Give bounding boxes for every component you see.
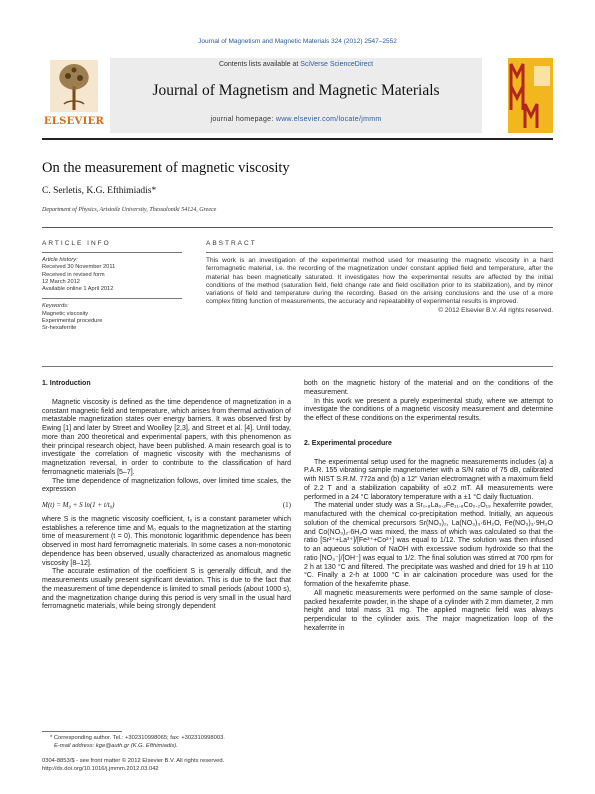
journal-title: Journal of Magnetism and Magnetic Materials [152, 82, 440, 99]
homepage-link[interactable]: www.elsevier.com/locate/jmmm [275, 116, 382, 123]
intro-paragraph-2: The time dependence of magnetization follows, over limited time scales, the expression [42, 477, 291, 494]
history-received: Received 30 November 2011 [42, 264, 116, 271]
email-note: E-mail address: kge@auth.gr (K.G. Efthimiadis). [54, 743, 178, 749]
right-column [304, 380, 553, 634]
publisher-name: ELSEVIER [43, 116, 105, 127]
corresponding-author-note: * Corresponding author. Tel.: +302310998065; fax: +302310998003. [50, 735, 225, 741]
abstract-panel [206, 240, 553, 314]
article-info-heading: ARTICLE INFO [42, 240, 111, 247]
experimental-paragraph-1: The experimental setup used for the magnetic measurements includes (a) a P.A.R. 155 vibrating sample magnetometer with a S/N ratio of 75 dB, calibrated with NIST S.R.M. 772a and (b) a 12" Varian electromagnet with a maximum field of 2.2 T and a stabilization capability of ±0.2 mT. All measurements were performed in a 24 °C laboratory temperature with a ±1 °C daily fluctuation. [304, 458, 553, 501]
contents-line [110, 61, 482, 68]
intro-paragraph-5: both on the magnetic history of the material and on the conditions of the measurement. [304, 380, 553, 396]
intro-paragraph-6: In this work we present a purely experimental study, where we attempt to investigate the conditions of a magnetic viscosity measurement and determine the effect of these conditions on the experimental results. [304, 397, 553, 422]
article-info-rule [42, 252, 182, 253]
keyword-item: Magnetic viscosity [42, 310, 89, 317]
abstract-text: This work is an investigation of the experimental method used for measuring the magnetic viscosity in a hard ferromagnetic material, i.e. the recording of the magnetization under constant applied field and temperature, after the material has been magnetically saturated. It investigates how the experimental results are affected by the initial conditions of the method (saturation field, field change rate and field oscillation prior to its stabilization), and by minor variations of field and temperature during the recording. Based on the arising conclusions and the use of a more complex fitting function of measurements, the accuracy and repeatability of experimental results is improved. [206, 257, 553, 306]
footnote-rule [42, 731, 122, 732]
history-label: Article history: [42, 257, 78, 263]
keywords-label: Keywords: [42, 303, 69, 310]
masthead [42, 58, 553, 133]
issn-line: 0304-8853/$ - see front matter © 2012 Elsevier B.V. All rights reserved. [42, 758, 225, 764]
journal-cover-logo-icon [508, 58, 553, 133]
elsevier-tree-icon [50, 60, 98, 112]
experimental-paragraph-2: The material under study was a Sr₀.₈La₀.₂Fe₁₁.₈Co₀.₂O₁₉ hexaferrite powder, manufactured with the chemical co-precipitation method. Initially, an aqueous solution of the chemical precursors Sr(NO₃)₂, La(NO₃)₃·6H₂O, Fe(NO₃)₃·9H₂O and Co(NO₃)₂·6H₂O was mixed, the mass of which was calculated so that the ratio [Sr²⁺+La³⁺]/[Fe³⁺+Co²⁺] was equal to 1/12. The solution was then infused to an aqueous solution of NaOH with excessive sodium hydroxide so that the ratio [NO₃⁻]/[OH⁻] was equal to 1/2. The final solution was stirred at 700 rpm for 2 h at 130 °C and filtered. The precipitate was washed and dried for 19 h at 110 °C. Finally a 2-h at 1000 °C in air calcination procedure was used for the formation of the hexaferrite phase. [304, 502, 553, 588]
history-revised-date: 12 March 2012 [42, 278, 80, 285]
equation-1-body: M(t) = M₀ + S ln(1 + t/t₀) [42, 501, 115, 509]
abstract-copyright: © 2012 Elsevier B.V. All rights reserved. [438, 306, 553, 314]
history-online: Available online 1 April 2012 [42, 286, 114, 293]
abstract-heading: ABSTRACT [206, 240, 257, 247]
homepage-prefix: journal homepage: [210, 116, 276, 123]
doi-link[interactable]: http://dx.doi.org/10.1016/j.jmmm.2012.03.042 [42, 766, 159, 772]
homepage-line [110, 116, 482, 123]
header-separator [42, 227, 553, 228]
article-authors: C. Serletis, K.G. Efthimiadis* [42, 186, 157, 196]
experimental-paragraph-3: All magnetic measurements were performed on the same sample of close-packed hexaferrite powder, in the shape of a cylinder with 2 mm diameter, 2 mm height and total mass 31 mg. The applied magnetic field was always perpendicular to the cylinder axis. The major magnetization loop of the hexaferrite in [304, 589, 553, 632]
article-info-panel [42, 240, 182, 333]
abstract-rule [206, 252, 553, 253]
front-matter-rule [42, 366, 553, 367]
equation-1-number: (1) [282, 501, 291, 509]
section-1-heading: 1. Introduction [42, 380, 91, 387]
intro-paragraph-1: Magnetic viscosity is defined as the time dependence of magnetization in a constant magnetic field and temperature, which arises from thermal activation of metastable magnetization states over energy barriers. It was observed first by Ewing [1] and later by Street and Woolley [2,3], and Street et al. [4]. Until today, more than 200 theoretical and experimental papers, with this phenomenon as their principal research object, have been published. A main research goal is to investigate the correlation of magnetic viscosity with the mechanisms of magnetization reversal, in order to contribute to the classification of hard ferromagnetic materials [5–7]. [42, 398, 291, 476]
journal-banner [110, 58, 482, 133]
keyword-item: Experimental procedure [42, 318, 103, 325]
contents-prefix: Contents lists available at [218, 61, 301, 68]
article-title: On the measurement of magnetic viscosity [42, 160, 290, 176]
keyword-item: Sr-hexaferrite [42, 325, 77, 332]
author-affiliation: Department of Physics, Aristotle University, Thessaloniki 54124, Greece [42, 207, 217, 213]
intro-paragraph-4: The accurate estimation of the coefficient S is generally difficult, and the measurements usually present significant deviation. This is due to the fact that the measurement of time dependence is limited to small periods (about 1000 s), and the magnetization change during this period is very small in the usual hard ferromagnetic materials, while being strongly dependent [42, 568, 291, 611]
journal-cover-thumbnail [508, 58, 553, 133]
section-2-heading: 2. Experimental procedure [304, 439, 392, 447]
journal-reference[interactable]: Journal of Magnetism and Magnetic Materials 324 (2012) 2547–2552 [198, 38, 397, 45]
elsevier-logo [42, 58, 106, 133]
left-column [42, 380, 291, 612]
intro-paragraph-3: where S is the magnetic viscosity coefficient, t₀ is a constant parameter which establishes a reference time and M₀ equals to the magnetization at the starting time of measurement (t = 0). This monotonic logarithmic dependence has been observed in most hard ferromagnetic materials. In some cases a non-monotonic dependence has been observed, usually characterized as anomalous magnetic viscosity [8–12]. [42, 515, 291, 567]
history-revised: Received in revised form [42, 271, 105, 278]
masthead-rule [42, 138, 553, 140]
equation-1 [42, 501, 291, 510]
keywords-rule [42, 298, 182, 299]
sciencedirect-link[interactable]: SciVerse ScienceDirect [300, 61, 374, 68]
